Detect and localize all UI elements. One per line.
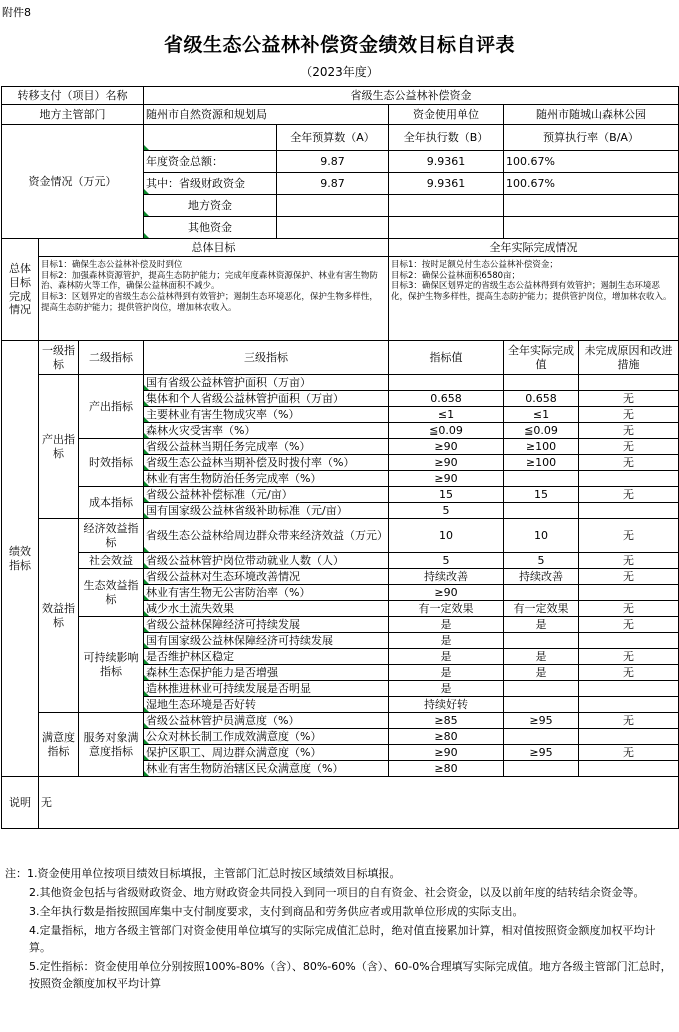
indicator-row [2,713,679,729]
indicator-target: ≥80 [389,761,504,777]
indicator-reason: 无 [579,519,679,553]
indicator-actual [504,585,579,601]
fund-budget: 9.87 [277,151,389,173]
self-evaluation-table [1,86,679,829]
l1-output: 产出指标 [39,375,79,519]
indicator-name: 省级公益林对生态环境改善情况 [144,569,389,585]
cat-output-qty: 产出指标 [79,375,144,439]
indicator-target: 5 [389,553,504,569]
indicator-row [2,375,679,391]
indicator-row [2,617,679,633]
indicator-reason: 无 [579,601,679,617]
indicator-actual: 是 [504,649,579,665]
indicator-target: ≥90 [389,439,504,455]
indicator-target: 是 [389,681,504,697]
fund-budget [277,195,389,217]
indicator-actual [504,471,579,487]
indicator-reason [579,729,679,745]
indicator-reason [579,681,679,697]
fund-name: 年度资金总额： [144,151,277,173]
indicator-target: 是 [389,665,504,681]
project-name-value: 省级生态公益林补偿资金 [144,87,679,105]
indicator-actual [504,503,579,519]
indicator-actual: ≤1 [504,407,579,423]
dept-label: 地方主管部门 [2,105,144,125]
fund-exec: 9.9361 [389,173,504,195]
goal-text: 目标1：确保生态公益林补偿及时到位 目标2：加强森林资源管护，提高生态防护能力；完成年度森林资源保护、林业有害生物防治、森林防火等工作，确保公益林面积不减少。 目标3：区划界定的省级生态公益林得到有效管护；遏制生态环境恶化，保护生物多样性，提高生态防护能力；提供管护岗位，增加林农收入。 [39,257,389,341]
indicator-reason: 无 [579,407,679,423]
indicator-reason: 无 [579,553,679,569]
indicator-actual: ≥100 [504,455,579,471]
indicator-reason: 无 [579,455,679,471]
indicator-actual: 有一定效果 [504,601,579,617]
indicator-row [2,553,679,569]
indicator-name: 保护区职工、周边群众满意度（%） [144,745,389,761]
note-3: 3.全年执行数是指按照国库集中支付制度要求，支付到商品和劳务供应者或用款单位形成的实际支出。 [29,905,524,919]
cat-timeliness: 时效指标 [79,439,144,487]
h-actual: 全年实际完成值 [504,341,579,375]
indicator-actual: 持续改善 [504,569,579,585]
indicator-target: ≤1 [389,407,504,423]
indicator-reason: 无 [579,423,679,439]
indicator-name: 省级生态公益林当期补偿及时拨付率（%） [144,455,389,471]
fund-rate [504,217,679,239]
actual-text: 目标1：按时足额兑付生态公益林补偿资金； 目标2：确保公益林面积6580亩； 目标3：确保区划界定的省级生态公益林得到有效管护；遏制生态环境恶化，保护生物多样性，提高生态防护能力；提供管护岗位，增加林农收入。 [389,257,679,341]
funds-label: 资金情况（万元） [2,125,144,239]
col-goal: 总体目标 [39,239,389,257]
indicator-target: ≦0.09 [389,423,504,439]
indicator-name: 是否维护林区稳定 [144,649,389,665]
attachment-label: 附件8 [2,6,31,19]
indicator-target: 是 [389,633,504,649]
indicator-target: ≥85 [389,713,504,729]
indicator-name: 减少水土流失效果 [144,601,389,617]
indicator-name: 林业有害生物防治辖区民众满意度（%） [144,761,389,777]
indicator-actual [504,681,579,697]
col-budget: 全年预算数（A） [277,125,389,151]
h-l1: 一级指标 [39,341,79,375]
fund-name: 地方资金 [144,195,277,217]
h-l2: 二级指标 [79,341,144,375]
indicator-name: 省级生态公益林给周边群众带来经济效益（万元） [144,519,389,553]
remark-value: 无 [39,777,679,829]
note-4: 4.定量指标，地方各级主管部门对资金使用单位填写的实际完成值汇总时，绝对值直接累加计算，相对值按照资金额度加权平均计算。 [29,924,656,955]
indicator-name: 国有省级公益林管护面积（万亩） [144,375,389,391]
funds-header-blank [144,125,277,151]
cat-service: 服务对象满意度指标 [79,713,144,777]
indicator-name: 森林生态保护能力是否增强 [144,665,389,681]
remark-label: 说明 [2,777,39,829]
note-2: 2.其他资金包括与省级财政资金、地方财政资金共同投入到同一项目的自有资金、社会资金，以及以前年度的结转结余资金等。 [29,886,645,900]
cat-economic: 经济效益指标 [79,519,144,553]
indicator-actual: ≥95 [504,713,579,729]
l1-benefit: 效益指标 [39,519,79,713]
indicator-target: 持续好转 [389,697,504,713]
perf-label: 绩效指标 [2,341,39,777]
indicator-name: 国有国家级公益林保障经济可持续发展 [144,633,389,649]
indicator-name: 省级公益林保障经济可持续发展 [144,617,389,633]
indicator-target: 持续改善 [389,569,504,585]
h-l3: 三级指标 [144,341,389,375]
fund-exec [389,217,504,239]
indicator-actual [504,761,579,777]
indicator-reason [579,761,679,777]
cat-ecological: 生态效益指标 [79,569,144,617]
indicator-reason: 无 [579,569,679,585]
page-title: 省级生态公益林补偿资金绩效目标自评表 [163,34,515,56]
fund-rate: 100.67% [504,173,679,195]
indicator-target: ≥80 [389,729,504,745]
indicator-name: 主要林业有害生物成灾率（%） [144,407,389,423]
indicator-reason [579,633,679,649]
indicator-row [2,569,679,585]
goals-label: 总体目标完成情况 [2,239,39,341]
indicator-name: 集体和个人省级公益林管护面积（万亩） [144,391,389,407]
indicator-actual: ≥100 [504,439,579,455]
col-actual: 全年实际完成情况 [389,239,679,257]
fund-exec: 9.9361 [389,151,504,173]
indicator-actual: ≥95 [504,745,579,761]
unit-label: 资金使用单位 [389,105,504,125]
indicator-reason [579,375,679,391]
indicator-reason: 无 [579,745,679,761]
indicator-reason: 无 [579,391,679,407]
indicator-actual: 是 [504,617,579,633]
indicator-row [2,439,679,455]
indicator-target: 5 [389,503,504,519]
indicator-reason: 无 [579,649,679,665]
indicator-target: ≥90 [389,585,504,601]
dept-value: 随州市自然资源和规划局 [144,105,389,125]
indicator-actual [504,633,579,649]
indicator-target: 是 [389,617,504,633]
fund-rate: 100.67% [504,151,679,173]
cat-sustain: 可持续影响指标 [79,617,144,713]
indicator-name: 森林火灾受害率（%） [144,423,389,439]
indicator-target: ≥90 [389,745,504,761]
indicator-reason: 无 [579,487,679,503]
indicator-reason [579,503,679,519]
indicator-name: 省级公益林当期任务完成率（%） [144,439,389,455]
indicator-actual: 5 [504,553,579,569]
l1-satisfaction: 满意度指标 [39,713,79,777]
fund-budget [277,217,389,239]
col-rate: 预算执行率（B/A） [504,125,679,151]
project-name-label: 转移支付（项目）名称 [2,87,144,105]
indicator-target [389,375,504,391]
indicator-row [2,519,679,553]
indicator-reason: 无 [579,665,679,681]
indicator-name: 林业有害生物无公害防治率（%） [144,585,389,601]
indicator-name: 省级公益林管护岗位带动就业人数（人） [144,553,389,569]
indicator-name: 公众对林长制工作成效满意度（%） [144,729,389,745]
h-target: 指标值 [389,341,504,375]
indicator-name: 林业有害生物防治任务完成率（%） [144,471,389,487]
cat-social: 社会效益 [79,553,144,569]
indicator-name: 湿地生态环境是否好转 [144,697,389,713]
fund-name: 其中：省级财政资金 [144,173,277,195]
indicator-reason [579,471,679,487]
year-label: （2023年度） [300,65,379,79]
unit-value: 随州市随城山森林公园 [504,105,679,125]
indicator-actual [504,697,579,713]
indicator-actual: 15 [504,487,579,503]
fund-rate [504,195,679,217]
indicator-row [2,487,679,503]
indicator-name: 国有国家级公益林省级补助标准（元/亩） [144,503,389,519]
indicator-target: ≥90 [389,471,504,487]
indicator-actual [504,375,579,391]
indicator-actual [504,729,579,745]
indicator-target: 是 [389,649,504,665]
indicator-reason: 无 [579,439,679,455]
fund-budget: 9.87 [277,173,389,195]
indicator-reason [579,697,679,713]
indicator-target: 0.658 [389,391,504,407]
h-reason: 未完成原因和改进措施 [579,341,679,375]
indicator-name: 省级公益林管护员满意度（%） [144,713,389,729]
indicator-target: 15 [389,487,504,503]
note-5: 5.定性指标：资金使用单位分别按照100%-80%（含）、80%-60%（含）、60-0%合理填写实际完成值。地方各级主管部门汇总时，按照资金额度加权平均计算 [29,960,672,991]
notes [1,864,678,993]
col-exec: 全年执行数（B） [389,125,504,151]
indicator-reason: 无 [579,713,679,729]
indicator-actual: 0.658 [504,391,579,407]
indicator-actual: ≦0.09 [504,423,579,439]
cat-cost: 成本指标 [79,487,144,519]
indicator-name: 造林推进林业可持续发展是否明显 [144,681,389,697]
note-1: 注：1.资金使用单位按项目绩效目标填报，主管部门汇总时按区域绩效目标填报。 [5,867,401,880]
indicator-reason: 无 [579,617,679,633]
fund-name: 其他资金 [144,217,277,239]
indicator-target: 10 [389,519,504,553]
indicator-target: 有一定效果 [389,601,504,617]
fund-exec [389,195,504,217]
indicator-target: ≥90 [389,455,504,471]
indicator-actual: 是 [504,665,579,681]
indicator-actual: 10 [504,519,579,553]
indicator-name: 省级公益林补偿标准（元/亩） [144,487,389,503]
indicator-reason [579,585,679,601]
